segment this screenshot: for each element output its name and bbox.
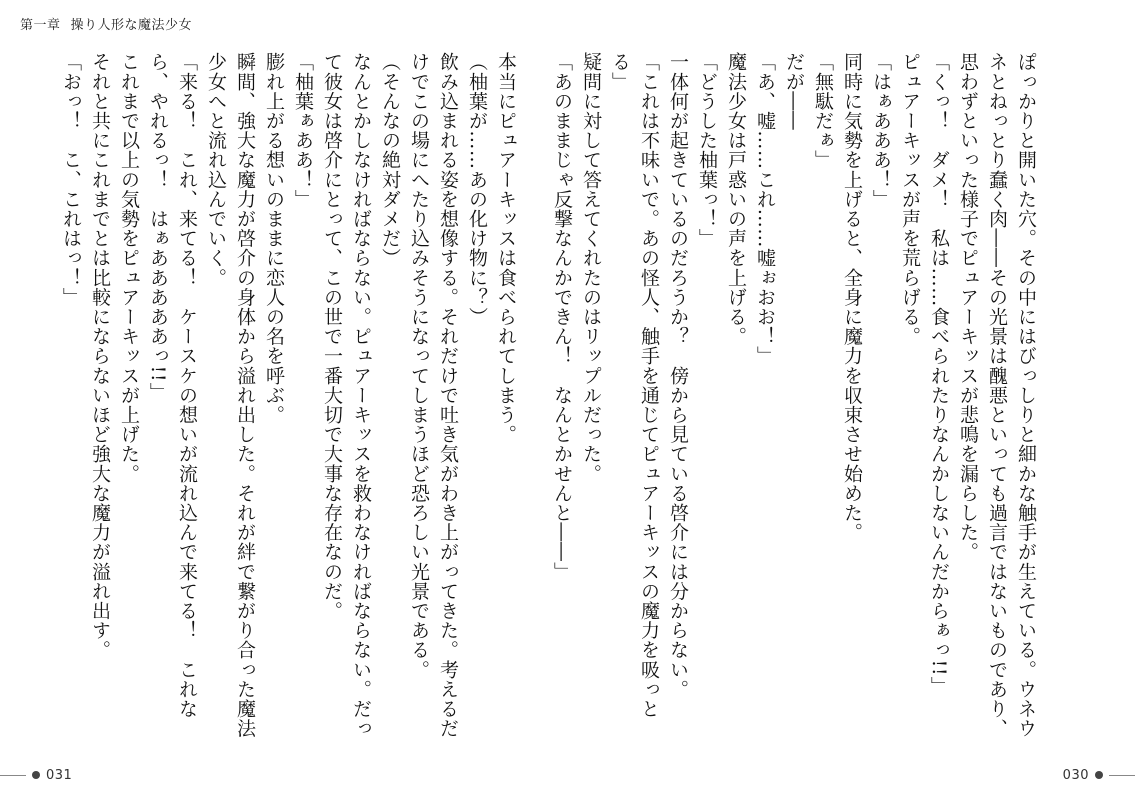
- paragraph: これまで以上の気勢をピュアーキッスが上げた。: [118, 52, 140, 484]
- paragraph: ピュアーキッスが声を荒らげる。: [899, 52, 921, 346]
- paragraph: 「くっ！ ダメ！ 私は……食べられたりなんかしないんだからぁっ!!」: [928, 52, 950, 696]
- paragraph: （柚葉が……あの化け物に？）: [466, 52, 488, 327]
- footer-dot-icon: [32, 771, 40, 779]
- chapter-title: 操り人形な魔法少女: [70, 18, 193, 33]
- paragraph: 瞬間、強大な魔力が啓介の身体から溢れ出した。それが絆で繋がり合った魔法少女へと流れ込んでいく。: [205, 52, 256, 738]
- paragraph: 「あのままじゃ反撃なんかできん！ なんとかせんと――」: [551, 52, 573, 582]
- chapter-header: [20, 14, 192, 33]
- paragraph: 「あ、嘘……これ……嘘ぉおお！」: [754, 52, 776, 366]
- paragraph: 「無駄だぁ」: [812, 52, 834, 170]
- paragraph: それと共にこれまでとは比較にならないほど強大な魔力が溢れ出す。: [89, 52, 111, 660]
- paragraph: 本当にピュアーキッスは食べられてしまう。: [495, 52, 517, 444]
- paragraph: 「来る！ これ、来てる！ ケースケの想いが流れ込んで来てる！ これなら、やれるっ！ はぁあああああっ!!」: [147, 52, 198, 719]
- paragraph: 膨れ上がる想いのままに恋人の名を呼ぶ。: [263, 52, 285, 425]
- paragraph: 「おっ！ こ、これはっ！」: [60, 52, 82, 307]
- right-page-body: [551, 52, 1040, 742]
- paragraph: 飲み込まれる姿を想像する。それだけで吐き気がわき上がってきた。考えるだけでこの場にへたり込みそうになってしまうほど恐ろしい光景である。: [408, 52, 459, 738]
- paragraph: 「これは不味いで。あの怪人、触手を通じてピュアーキッスの魔力を吸っとる」: [609, 52, 660, 719]
- footer-rule: [0, 775, 26, 776]
- paragraph: なんとかしなければならない。ピュアーキッスを救わなければならない。だって彼女は啓介にとって、この世で一番大切で大事な存在なのだ。: [321, 52, 372, 738]
- paragraph: ぽっかりと開いた穴。その中にはびっしりと細かな触手が生えている。ウネウネとねっとり蠢く肉――その光景は醜悪といっても過言ではないものであり、思わずといった様子でピュアーキッスが悲鳴を漏らした。: [957, 52, 1037, 738]
- left-page-body: [48, 52, 520, 742]
- footer-dot-icon: [1095, 771, 1103, 779]
- left-page-footer: [0, 768, 72, 782]
- paragraph: 同時に気勢を上げると、全身に魔力を収束させ始めた。: [841, 52, 863, 542]
- chapter-number: 第一章: [20, 18, 61, 33]
- footer-rule: [1109, 775, 1135, 776]
- paragraph: 疑問に対して答えてくれたのはリップルだった。: [580, 52, 602, 484]
- paragraph: 「はぁあああ！」: [870, 52, 892, 209]
- right-page-footer: [1063, 768, 1135, 782]
- paragraph: 「どうした柚葉っ！」: [696, 52, 718, 248]
- page-number-left: 031: [46, 767, 73, 783]
- paragraph: だが――: [783, 52, 805, 131]
- paragraph: 「柚葉ぁああ！」: [292, 52, 314, 209]
- page-number-right: 030: [1062, 767, 1089, 783]
- paragraph: 一体何が起きているのだろうか？ 傍から見ている啓介には分からない。: [667, 52, 689, 699]
- paragraph: 魔法少女は戸惑いの声を上げる。: [725, 52, 747, 346]
- paragraph: （そんなの絶対ダメだ）: [379, 52, 401, 268]
